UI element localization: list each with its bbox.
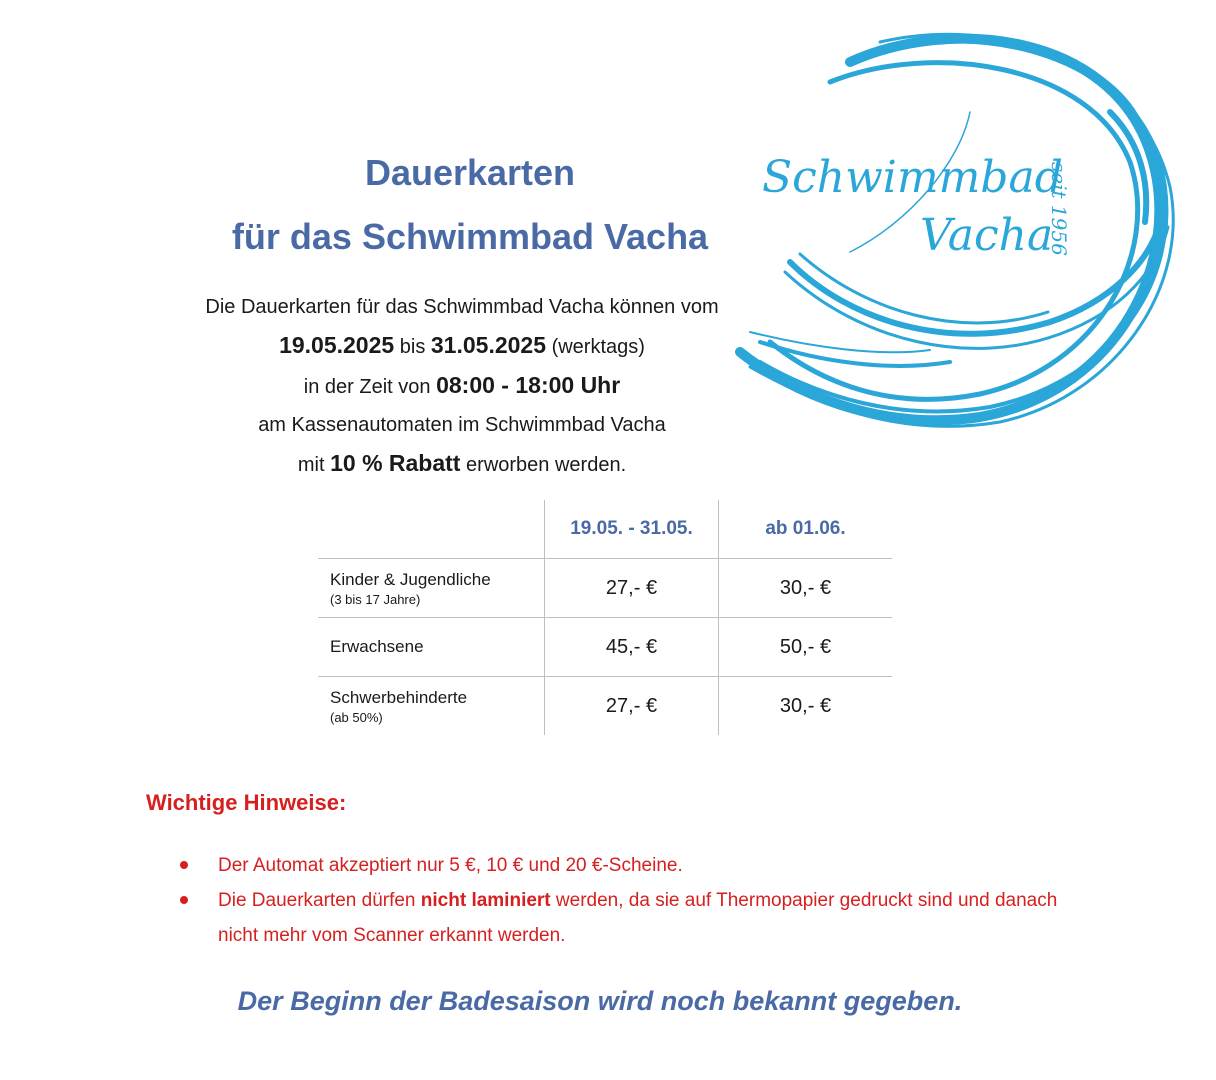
row-label-main: Schwerbehinderte	[330, 687, 468, 707]
rabatt-value: 10 % Rabatt	[330, 450, 461, 476]
note-text-2-pre: Die Dauerkarten dürfen	[218, 890, 416, 911]
time-prefix: in der Zeit von	[303, 376, 431, 398]
table-header-row	[318, 500, 892, 559]
header-regular-period: ab 01.06.	[719, 500, 893, 559]
price-regular: 50,- €	[719, 618, 893, 677]
intro-line-5	[112, 444, 812, 484]
date-note: (werktags)	[551, 336, 645, 358]
price-early: 27,- €	[545, 559, 719, 618]
intro-line-3	[112, 366, 812, 406]
table-row	[318, 677, 892, 736]
bullet-icon	[180, 861, 188, 869]
row-label-sub: (ab 50%)	[330, 709, 383, 725]
notes-title: Wichtige Hinweise:	[146, 790, 347, 815]
time-range: 08:00 - 18:00 Uhr	[436, 372, 621, 398]
logo-word-vacha: Vacha	[920, 210, 1054, 261]
row-label	[318, 677, 545, 736]
header-early-period: 19.05. - 31.05.	[545, 500, 719, 559]
price-table	[318, 500, 892, 735]
rabatt-prefix: mit	[297, 454, 325, 476]
price-regular: 30,- €	[719, 677, 893, 736]
rabatt-suffix: erworben werden.	[466, 454, 627, 476]
title-line-1: Dauerkarten	[364, 152, 576, 193]
intro-line-1: Die Dauerkarten für das Schwimmbad Vacha können vom	[205, 296, 719, 318]
date-to: 31.05.2025	[430, 332, 547, 358]
row-label	[318, 618, 545, 677]
logo-since: seit 1956	[1047, 162, 1071, 256]
row-label-sub: (3 bis 17 Jahre)	[330, 591, 421, 607]
note-text-2-bold: nicht laminiert	[420, 890, 551, 911]
price-regular: 30,- €	[719, 559, 893, 618]
note-text-2-post: werden, da sie auf Thermopapier gedruckt sind und danach nicht mehr vom Scanner erkannt werden.	[218, 890, 1058, 946]
table-row	[318, 618, 892, 677]
logo-word-schwimmbad: Schwimmbad	[762, 152, 1063, 203]
title-line-2: für das Schwimmbad Vacha	[231, 216, 709, 257]
date-from: 19.05.2025	[279, 332, 395, 358]
table-row	[318, 559, 892, 618]
footer-note: Der Beginn der Badesaison wird noch bekannt gegeben.	[237, 986, 963, 1016]
row-label-main: Kinder & Jugendliche	[330, 569, 491, 589]
date-between: bis	[399, 336, 426, 358]
notes-list	[180, 848, 1080, 953]
note-text-1: Der Automat akzeptiert nur 5 €, 10 € und 20 €-Scheine.	[218, 855, 683, 876]
price-early: 27,- €	[545, 677, 719, 736]
intro-line-2	[112, 326, 812, 366]
list-item	[180, 883, 1080, 953]
row-label-main: Erwachsene	[330, 637, 424, 656]
price-early: 45,- €	[545, 618, 719, 677]
intro-text	[112, 288, 812, 484]
row-label	[318, 559, 545, 618]
list-item	[180, 848, 1080, 883]
header-empty	[318, 500, 545, 559]
bullet-icon	[180, 896, 188, 904]
intro-line-4: am Kassenautomaten im Schwimmbad Vacha	[258, 414, 666, 436]
